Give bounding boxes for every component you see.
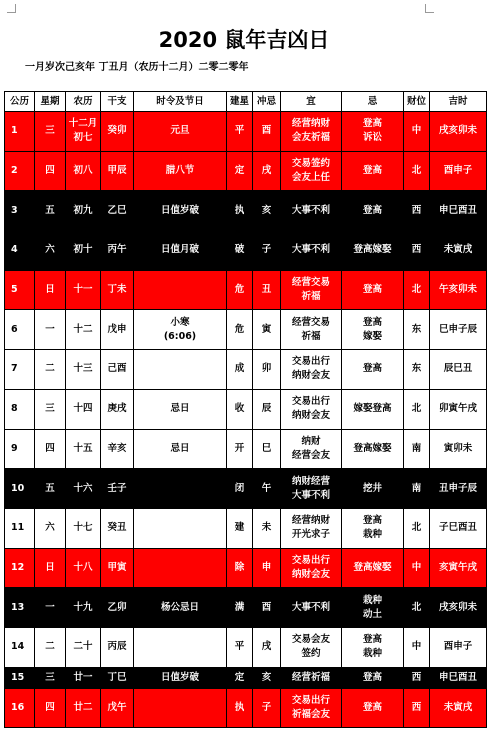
table-row: [5, 548, 487, 588]
cell-ji: [342, 350, 404, 390]
cell-lunar-line: 廿二: [73, 701, 93, 713]
cell-ji-line: 登高: [362, 165, 382, 177]
header-lunar: 农历: [66, 92, 101, 112]
cell-yi: [281, 627, 342, 667]
cell-caiwei: 北: [404, 508, 430, 548]
cell-lunar-line: 十八: [73, 561, 93, 573]
table-row: [5, 469, 487, 509]
cell-ji-line: 嫁娶登高: [353, 403, 392, 415]
cell-week: 一: [35, 588, 66, 628]
cell-yi-line: 纳财会友: [291, 568, 330, 580]
cell-yi-line: 大事不利: [291, 489, 330, 501]
corner-mark-left: [7, 4, 16, 13]
cell-lunar: [66, 231, 101, 271]
cell-caiwei: 西: [404, 191, 430, 231]
table-row: [5, 112, 487, 152]
cell-chongji: 戌: [253, 151, 281, 191]
cell-festival: [134, 627, 227, 667]
cell-festival: [134, 588, 227, 628]
cell-lunar-line: 十二月: [68, 118, 98, 130]
cell-ganzhi: 丙辰: [101, 627, 134, 667]
cell-jianxing: 定: [227, 151, 253, 191]
cell-yi: [281, 508, 342, 548]
header-caiwei: 财位: [404, 92, 430, 112]
table-row: [5, 588, 487, 628]
cell-jishi: 亥寅午戌: [430, 548, 487, 588]
cell-ganzhi: 戊午: [101, 688, 134, 728]
cell-jishi: 寅卯未: [430, 429, 487, 469]
cell-jianxing: 执: [227, 191, 253, 231]
cell-festival-line: 忌日: [170, 403, 190, 415]
cell-jianxing: 除: [227, 548, 253, 588]
cell-week: 三: [35, 667, 66, 688]
calendar-table: [4, 91, 487, 728]
cell-yi-line: 会友上任: [291, 172, 330, 184]
header-ji: 忌: [342, 92, 404, 112]
cell-ganzhi: 甲辰: [101, 151, 134, 191]
header-week: 星期: [35, 92, 66, 112]
cell-festival: [134, 508, 227, 548]
cell-jishi: 酉申子: [430, 151, 487, 191]
cell-caiwei: 中: [404, 627, 430, 667]
table-row: [5, 350, 487, 390]
cell-jianxing: 平: [227, 112, 253, 152]
cell-ji-line: 登高: [362, 363, 382, 375]
table-row: [5, 310, 487, 350]
cell-yi-line: 大事不利: [291, 601, 330, 613]
cell-ganzhi: 己酉: [101, 350, 134, 390]
cell-festival: [134, 389, 227, 429]
cell-ganzhi: 乙卯: [101, 588, 134, 628]
cell-yi-line: 经营纳财: [291, 118, 330, 130]
cell-festival-line: 忌日: [170, 442, 190, 454]
cell-festival: [134, 548, 227, 588]
cell-chongji: 子: [253, 231, 281, 271]
table-row: [5, 151, 487, 191]
cell-solar: 16: [5, 688, 35, 728]
cell-lunar: [66, 627, 101, 667]
cell-week: 四: [35, 688, 66, 728]
cell-festival: [134, 350, 227, 390]
cell-jishi: 辰巳丑: [430, 350, 487, 390]
page-subtitle: 一月岁次己亥年 丁丑月（农历十二月）二零二零年: [25, 62, 249, 73]
cell-caiwei: 北: [404, 389, 430, 429]
cell-festival-line: 日值岁破: [160, 204, 199, 216]
cell-lunar-line: 十四: [73, 403, 93, 415]
table-row: [5, 508, 487, 548]
cell-festival: [134, 429, 227, 469]
cell-chongji: 辰: [253, 389, 281, 429]
cell-week: 日: [35, 270, 66, 310]
cell-yi-line: 交易出行: [291, 356, 330, 368]
cell-ji: [342, 588, 404, 628]
cell-yi-line: 纳财会友: [291, 410, 330, 422]
cell-ji-line: 栽种: [362, 594, 382, 606]
cell-solar: 15: [5, 667, 35, 688]
cell-festival: [134, 270, 227, 310]
cell-ganzhi: 庚戌: [101, 389, 134, 429]
cell-jishi: 子巳酉丑: [430, 508, 487, 548]
header-ganzhi: 干支: [101, 92, 134, 112]
cell-festival: [134, 667, 227, 688]
cell-lunar-line: 初八: [73, 165, 93, 177]
cell-chongji: 卯: [253, 350, 281, 390]
cell-yi-line: 纳财经营: [291, 475, 330, 487]
cell-yi: [281, 310, 342, 350]
cell-ji-line: 登高: [362, 634, 382, 646]
cell-yi: [281, 231, 342, 271]
cell-yi: [281, 688, 342, 728]
cell-yi-line: 交易出行: [291, 694, 330, 706]
cell-caiwei: 东: [404, 310, 430, 350]
cell-lunar: [66, 191, 101, 231]
cell-jishi: 申巳酉丑: [430, 667, 487, 688]
cell-festival: [134, 688, 227, 728]
cell-jishi: 未寅戌: [430, 688, 487, 728]
cell-festival-line: 杨公忌日: [160, 601, 199, 613]
cell-ji-line: 登高嫁娶: [353, 244, 392, 256]
cell-week: 五: [35, 191, 66, 231]
cell-chongji: 午: [253, 469, 281, 509]
cell-chongji: 申: [253, 548, 281, 588]
cell-yi: [281, 350, 342, 390]
cell-lunar-line: 十五: [73, 442, 93, 454]
cell-jishi: 卯寅午戌: [430, 389, 487, 429]
cell-yi-line: 纳财会友: [291, 370, 330, 382]
cell-festival-line: 日值月破: [160, 244, 199, 256]
cell-week: 四: [35, 151, 66, 191]
cell-lunar-line: 二十: [73, 641, 93, 653]
cell-ganzhi: 癸丑: [101, 508, 134, 548]
cell-chongji: 酉: [253, 588, 281, 628]
cell-ganzhi: 辛亥: [101, 429, 134, 469]
cell-lunar-line: 十七: [73, 522, 93, 534]
cell-jianxing: 平: [227, 627, 253, 667]
cell-week: 五: [35, 469, 66, 509]
cell-ji: [342, 667, 404, 688]
cell-ji-line: 挖井: [362, 482, 382, 494]
cell-jianxing: 收: [227, 389, 253, 429]
cell-caiwei: 南: [404, 429, 430, 469]
cell-caiwei: 西: [404, 667, 430, 688]
cell-yi-line: 祈福: [301, 291, 321, 303]
cell-ji: [342, 548, 404, 588]
cell-yi-line: 交易出行: [291, 554, 330, 566]
cell-chongji: 未: [253, 508, 281, 548]
cell-ji: [342, 151, 404, 191]
cell-week: 日: [35, 548, 66, 588]
cell-lunar-line: 初七: [73, 132, 93, 144]
cell-caiwei: 北: [404, 588, 430, 628]
cell-solar: 8: [5, 389, 35, 429]
cell-yi: [281, 389, 342, 429]
cell-ganzhi: 壬子: [101, 469, 134, 509]
cell-week: 六: [35, 231, 66, 271]
cell-ganzhi: 丁未: [101, 270, 134, 310]
cell-festival: [134, 310, 227, 350]
cell-jianxing: 满: [227, 588, 253, 628]
cell-ji: [342, 389, 404, 429]
cell-chongji: 亥: [253, 191, 281, 231]
cell-festival: [134, 469, 227, 509]
cell-ji-line: 登高: [362, 118, 382, 130]
cell-yi-line: 大事不利: [291, 204, 330, 216]
cell-solar: 5: [5, 270, 35, 310]
cell-caiwei: 南: [404, 469, 430, 509]
table-row: [5, 667, 487, 688]
cell-festival: [134, 191, 227, 231]
cell-ji: [342, 508, 404, 548]
cell-yi-line: 大事不利: [291, 244, 330, 256]
table-header-row: [5, 92, 487, 112]
cell-lunar: [66, 310, 101, 350]
cell-festival-line: 腊八节: [165, 165, 195, 177]
cell-week: 一: [35, 310, 66, 350]
cell-lunar: [66, 469, 101, 509]
cell-jishi: 未寅戌: [430, 231, 487, 271]
cell-jishi: 酉申子: [430, 627, 487, 667]
cell-solar: 9: [5, 429, 35, 469]
cell-chongji: 酉: [253, 112, 281, 152]
cell-ganzhi: 戊申: [101, 310, 134, 350]
cell-ji-line: 栽种: [362, 529, 382, 541]
corner-mark-right: [425, 4, 434, 13]
cell-solar: 14: [5, 627, 35, 667]
table-row: [5, 389, 487, 429]
cell-solar: 11: [5, 508, 35, 548]
cell-lunar: [66, 588, 101, 628]
cell-ji: [342, 231, 404, 271]
cell-lunar-line: 初十: [73, 244, 93, 256]
cell-chongji: 亥: [253, 667, 281, 688]
cell-ji-line: 登高嫁娶: [353, 442, 392, 454]
cell-yi-line: 经营纳财: [291, 515, 330, 527]
cell-yi-line: 签约: [301, 648, 321, 660]
table-row: [5, 231, 487, 271]
header-solar: 公历: [5, 92, 35, 112]
cell-ji-line: 登高: [362, 701, 382, 713]
cell-yi-line: 交易签约: [291, 158, 330, 170]
header-festival: 时令及节日: [134, 92, 227, 112]
cell-yi-line: 会友祈福: [291, 132, 330, 144]
cell-chongji: 巳: [253, 429, 281, 469]
cell-ganzhi: 丙午: [101, 231, 134, 271]
cell-jishi: 丑申子辰: [430, 469, 487, 509]
cell-yi-line: 祈福: [301, 330, 321, 342]
cell-jianxing: 定: [227, 667, 253, 688]
cell-jianxing: 开: [227, 429, 253, 469]
cell-chongji: 子: [253, 688, 281, 728]
cell-ji: [342, 112, 404, 152]
cell-festival: [134, 151, 227, 191]
cell-solar: 2: [5, 151, 35, 191]
header-yi: 宜: [281, 92, 342, 112]
cell-yi-line: 经营交易: [291, 277, 330, 289]
cell-ji: [342, 310, 404, 350]
cell-lunar: [66, 548, 101, 588]
header-jishi: 吉时: [430, 92, 487, 112]
cell-lunar-line: 廿一: [73, 671, 93, 683]
table-row: [5, 270, 487, 310]
table-row: [5, 688, 487, 728]
cell-ji: [342, 429, 404, 469]
cell-jishi: 午亥卯未: [430, 270, 487, 310]
cell-jishi: 戌亥卯未: [430, 588, 487, 628]
cell-ji: [342, 191, 404, 231]
cell-ji-line: 栽种: [362, 648, 382, 660]
cell-yi: [281, 191, 342, 231]
cell-caiwei: 北: [404, 151, 430, 191]
cell-ji-line: 诉讼: [362, 132, 382, 144]
cell-yi: [281, 667, 342, 688]
cell-ji-line: 登高: [362, 316, 382, 328]
cell-yi-line: 经营交易: [291, 316, 330, 328]
cell-lunar-line: 十一: [73, 284, 93, 296]
page-title: 2020 鼠年吉凶日: [158, 28, 330, 52]
cell-ganzhi: 丁巳: [101, 667, 134, 688]
cell-week: 六: [35, 508, 66, 548]
cell-jianxing: 闭: [227, 469, 253, 509]
cell-ji-line: 登高嫁娶: [353, 561, 392, 573]
cell-solar: 12: [5, 548, 35, 588]
cell-lunar-line: 十二: [73, 323, 93, 335]
cell-lunar-line: 十九: [73, 601, 93, 613]
cell-yi: [281, 112, 342, 152]
cell-solar: 10: [5, 469, 35, 509]
cell-yi: [281, 270, 342, 310]
cell-festival-line: 小寒: [170, 316, 190, 328]
cell-ji-line: 登高: [362, 515, 382, 527]
cell-jianxing: 成: [227, 350, 253, 390]
cell-solar: 4: [5, 231, 35, 271]
cell-caiwei: 东: [404, 350, 430, 390]
cell-solar: 7: [5, 350, 35, 390]
cell-festival-line: 元旦: [170, 125, 190, 137]
cell-jianxing: 建: [227, 508, 253, 548]
cell-solar: 6: [5, 310, 35, 350]
cell-jianxing: 危: [227, 310, 253, 350]
header-jianxing: 建星: [227, 92, 253, 112]
cell-festival: [134, 112, 227, 152]
cell-jishi: 申巳酉丑: [430, 191, 487, 231]
cell-ganzhi: 癸卯: [101, 112, 134, 152]
cell-jianxing: 危: [227, 270, 253, 310]
cell-ji-line: 动土: [362, 608, 382, 620]
cell-caiwei: 中: [404, 548, 430, 588]
table-row: [5, 627, 487, 667]
cell-ji: [342, 469, 404, 509]
cell-chongji: 戌: [253, 627, 281, 667]
header-chongji: 冲忌: [253, 92, 281, 112]
cell-yi: [281, 429, 342, 469]
cell-yi: [281, 588, 342, 628]
cell-week: 三: [35, 389, 66, 429]
cell-ganzhi: 乙巳: [101, 191, 134, 231]
cell-solar: 13: [5, 588, 35, 628]
cell-caiwei: 西: [404, 231, 430, 271]
cell-week: 四: [35, 429, 66, 469]
cell-lunar: [66, 270, 101, 310]
cell-yi-line: 经营祈福: [291, 671, 330, 683]
cell-yi-line: 经营会友: [291, 449, 330, 461]
cell-yi-line: 交易出行: [291, 396, 330, 408]
cell-lunar: [66, 389, 101, 429]
cell-chongji: 寅: [253, 310, 281, 350]
cell-jishi: 戌亥卯未: [430, 112, 487, 152]
cell-lunar-line: 初九: [73, 204, 93, 216]
cell-caiwei: 西: [404, 688, 430, 728]
cell-ji: [342, 688, 404, 728]
cell-yi: [281, 469, 342, 509]
cell-lunar-line: 十三: [73, 363, 93, 375]
cell-caiwei: 北: [404, 270, 430, 310]
cell-yi: [281, 151, 342, 191]
cell-lunar: [66, 688, 101, 728]
cell-yi-line: 交易会友: [291, 634, 330, 646]
cell-ganzhi: 甲寅: [101, 548, 134, 588]
cell-week: 二: [35, 627, 66, 667]
cell-chongji: 丑: [253, 270, 281, 310]
cell-yi: [281, 548, 342, 588]
cell-caiwei: 中: [404, 112, 430, 152]
table-row: [5, 429, 487, 469]
cell-festival-line: (6:06): [163, 330, 197, 342]
cell-festival-line: 日值岁破: [160, 671, 199, 683]
cell-ji-line: 登高: [362, 284, 382, 296]
cell-jianxing: 破: [227, 231, 253, 271]
cell-lunar: [66, 508, 101, 548]
cell-solar: 3: [5, 191, 35, 231]
cell-lunar-line: 十六: [73, 482, 93, 494]
cell-week: 二: [35, 350, 66, 390]
cell-lunar: [66, 429, 101, 469]
cell-ji-line: 登高: [362, 204, 382, 216]
cell-lunar: [66, 667, 101, 688]
cell-jianxing: 执: [227, 688, 253, 728]
cell-jishi: 巳申子辰: [430, 310, 487, 350]
cell-festival: [134, 231, 227, 271]
cell-solar: 1: [5, 112, 35, 152]
cell-ji-line: 嫁娶: [362, 330, 382, 342]
cell-lunar: [66, 112, 101, 152]
cell-ji: [342, 627, 404, 667]
cell-week: 三: [35, 112, 66, 152]
cell-lunar: [66, 350, 101, 390]
cell-ji-line: 登高: [362, 671, 382, 683]
cell-yi-line: 祈福会友: [291, 708, 330, 720]
cell-ji: [342, 270, 404, 310]
cell-lunar: [66, 151, 101, 191]
cell-yi-line: 纳财: [301, 435, 321, 447]
cell-yi-line: 开光求子: [291, 529, 330, 541]
table-row: [5, 191, 487, 231]
